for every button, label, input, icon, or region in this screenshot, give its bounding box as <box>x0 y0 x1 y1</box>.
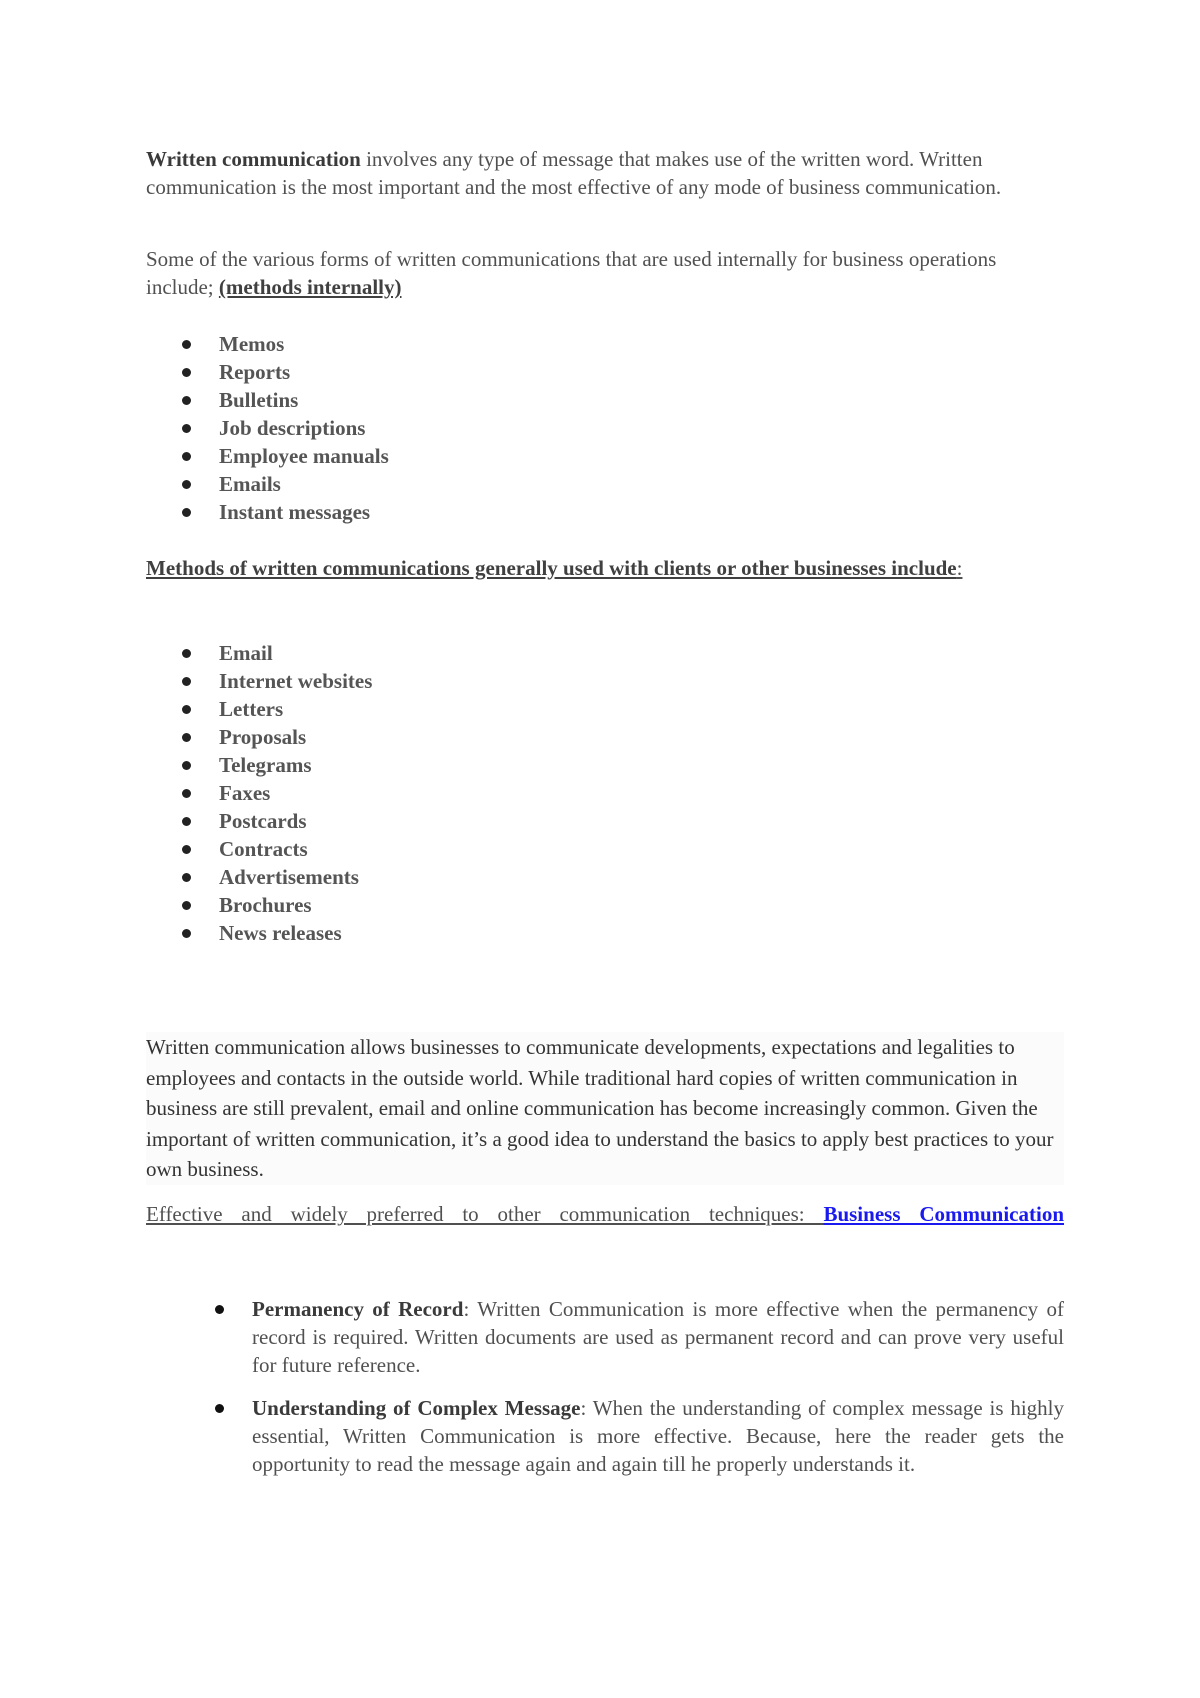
list-item: Reports <box>180 358 389 386</box>
list-item: Telegrams <box>180 751 372 779</box>
list-item: Faxes <box>180 779 372 807</box>
list-item: Brochures <box>180 891 372 919</box>
intro-text: involves any type of message that makes use of the written word. Written communication is the most important and the most effective of any mode of business communication. <box>146 147 1002 199</box>
list-item: Employee manuals <box>180 442 389 470</box>
external-heading <box>146 554 1064 582</box>
list-item: Internet websites <box>180 667 372 695</box>
intro-paragraph <box>146 145 1064 201</box>
list-item: Postcards <box>180 807 372 835</box>
intro-bold-lead: Written communication <box>146 147 361 171</box>
list-item: News releases <box>180 919 372 947</box>
business-communication-link[interactable]: Business Communication <box>823 1202 1065 1226</box>
point-title: Permanency of Record <box>252 1297 464 1321</box>
effective-text: Effective and widely preferred to other communication techniques: <box>146 1202 824 1226</box>
internal-methods-list <box>180 330 389 526</box>
benefits-paragraph: Written communication allows businesses to communicate developments, expectations and legalities to employees and contacts in the outside world. While traditional hard copies of written communication in business are still prevalent, email and online communication has become increasingly common. Given the important of written communication, it’s a good idea to understand the basics to apply best practices to your own business. <box>146 1032 1064 1185</box>
external-heading-text: Methods of written communications generally used with clients or other businesses include <box>146 556 957 580</box>
internal-paragraph <box>146 245 1064 301</box>
list-item: Instant messages <box>180 498 389 526</box>
point-body: : Written Communication is more effective when the permanency of record is required. Written documents are used as permanent record and can prove very useful for future reference. <box>252 1297 1064 1377</box>
external-heading-colon: : <box>956 556 963 580</box>
point-permanency <box>252 1295 1064 1379</box>
effective-paragraph <box>146 1200 1064 1228</box>
list-item: Proposals <box>180 723 372 751</box>
list-item: Letters <box>180 695 372 723</box>
list-item: Emails <box>180 470 389 498</box>
list-item: Bulletins <box>180 386 389 414</box>
point-complex-message <box>252 1394 1064 1478</box>
internal-text: Some of the various forms of written communications that are used internally for business operations include; <box>146 247 997 299</box>
point-title: Understanding of Complex Message <box>252 1396 581 1420</box>
list-item: Memos <box>180 330 389 358</box>
internal-underlined: (methods internally) <box>218 275 402 299</box>
external-methods-list <box>180 639 372 947</box>
point-body: : When the understanding of complex message is highly essential, Written Communication is more effective. Because, here the reader gets the opportunity to read the message again and again till he properly understands it. <box>252 1396 1064 1476</box>
list-item: Job descriptions <box>180 414 389 442</box>
list-item: Contracts <box>180 835 372 863</box>
list-item: Email <box>180 639 372 667</box>
list-item: Advertisements <box>180 863 372 891</box>
